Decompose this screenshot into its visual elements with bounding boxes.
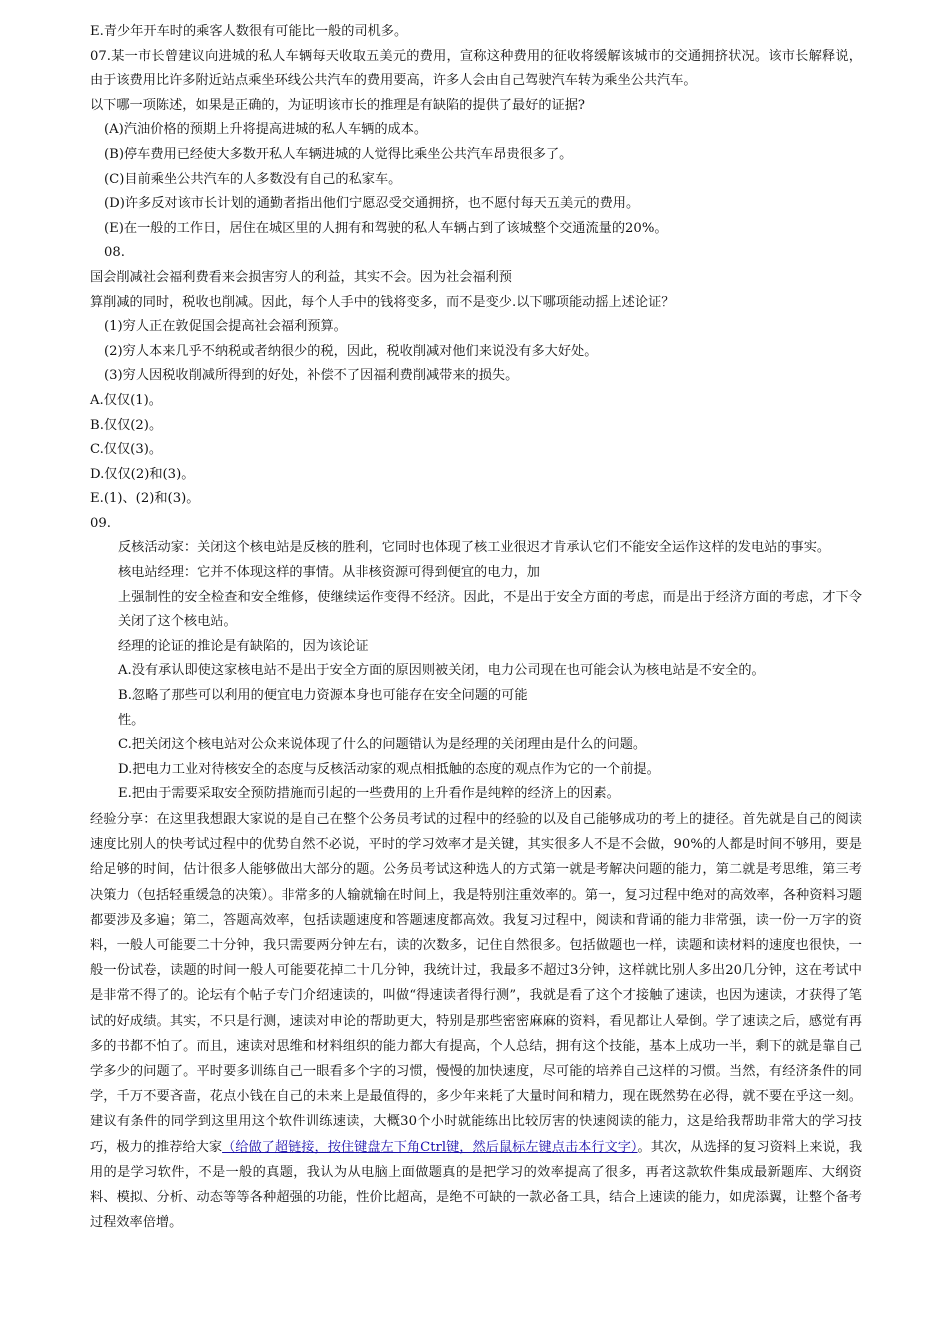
q09-manager-line-2: 上强制性的安全检查和安全维修，使继续运作变得不经济。因此，不是出于安全方面的考虑，而是出于经济方面的考虑，才下令关闭了这个核电站。 — [118, 589, 862, 630]
q07-option-d: (D)许多反对该市长计划的通勤者指出他们宁愿忍受交通拥挤，也不愿付每天五美元的费用。 — [104, 196, 640, 212]
q07-option-b: (B)停车费用已经使大多数开私人车辆进城的人觉得比乘坐公共汽车昂贵很多了。 — [104, 146, 573, 162]
question-08 — [90, 241, 862, 512]
q08-statement-3: (3)穷人因税收削减所得到的好处，补偿不了因福利费削减带来的损失。 — [104, 368, 519, 384]
q09-activist-statement — [90, 536, 862, 561]
question-07 — [90, 45, 862, 242]
experience-sharing-paragraph — [90, 807, 862, 1235]
q08-statement-1: (1)穷人正在敦促国会提高社会福利预算。 — [104, 319, 347, 335]
q08-option-a: A.仅仅(1)。 — [90, 392, 162, 408]
q08-stem-line-1: 国会削减社会福利费看来会损害穷人的利益，其实不会。因为社会福利预 — [90, 269, 512, 285]
q08-option-d: D.仅仅(2)和(3)。 — [90, 466, 195, 482]
q07-option-a: (A)汽油价格的预期上升将提高进城的私人车辆的成本。 — [104, 122, 428, 138]
q07-question: 以下哪一项陈述，如果是正确的，为证明该市长的推理是有缺陷的提供了最好的证据? — [90, 97, 586, 113]
q09-option-c: C.把关闭这个核电站对公众来说体现了什么的问题错认为是经理的关闭理由是什么的问题。 — [118, 737, 647, 753]
document-page — [90, 20, 862, 1235]
q07-option-c: (C)目前乘坐公共汽车的人多数没有自己的私家车。 — [104, 171, 402, 187]
q08-number: 08. — [104, 245, 125, 261]
q07-stem: 07.某一市长曾建议向进城的私人车辆每天收取五美元的费用，宣称这种费用的征收将缓解该城市的交通拥挤状况。该市长解释说，由于该费用比许多附近站点乘坐环线公共汽车的费用要高，许多人会由自己驾驶汽车转为乘坐公共汽车。 — [90, 48, 862, 89]
q09-question: 经理的论证的推论是有缺陷的，因为该论证 — [118, 638, 369, 654]
q09-number: 09. — [90, 515, 111, 531]
q08-stem-line-2: 算削减的同时，税收也削减。因此，每个人手中的钱将变多，而不是变少.以下哪项能动摇上述论证？ — [90, 294, 675, 310]
q08-option-b: B.仅仅(2)。 — [90, 417, 163, 433]
q09-option-d: D.把电力工业对待核安全的态度与反核活动家的观点相抵触的态度的观点作为它的一个前提。 — [118, 761, 660, 777]
q09-activist-text: 反核活动家：关闭这个核电站是反核的胜利，它同时也体现了核工业很迟才肯承认它们不能安全运作这样的发电站的事实。 — [118, 540, 831, 556]
q09-option-a: A.没有承认即使这家核电站不是出于安全方面的原因则被关闭，电力公司现在也可能会认为核电站是不安全的。 — [118, 663, 765, 679]
experience-text: 经验分享：在这里我想跟大家说的是自己在整个公务员考试的过程中的经验的以及自己能够成功的考上的捷径。首先就是自己的阅读速度比别人的快考试过程中的优势自然不必说，平时的学习效率才是关键，其实很多人不是不会做，90%的人都是时间不够用，要是给足够的时间，估计很多人能够做出大部分的题。公务员考试这种选人的方式第一就是考解决问题的能力，第二就是考思维，第三考决策力（包括轻重缓急的决策）。非常多的人输就输在时间上，我是特别注重效率的。第一，复习过程中绝对的高效率，各种资料习题都要涉及多遍；第二，答题高效率，包括读题速度和答题速度都高效。我复习过程中，阅读和背诵的能力非常强，读一份一万字的资料，一般人可能要二十分钟，我只需要两分钟左右，读的次数多，记住自然很多。包括做题也一样，读题和读材料的速度也很快，一般一份试卷，读题的时间一般人可能要花掉二十几分钟，我统计过，我最多不超过3分钟，这样就比别人多出20几分钟，这在考试中是非常不得了的。论坛有个帖子专门介绍速读的，叫做“得速读者得行测”，我就是看了这个才接触了速读，也因为速读，才获得了笔试的好成绩。其实，不只是行测，速读对申论的帮助更大，特别是那些密密麻麻的资料，看见都让人晕倒。学了速读之后，感觉有再多的书都不怕了。而且，速读对思维和材料组织的能力都大有提高，个人总结，拥有这个技能，基本上成功一半，剩下的就是靠自己学多少的问题了。平时要多训练自己一眼看多个字的习惯，慢慢的加快速度，尽可能的培养自己这样的习惯。当然，有经济条件的同学，千万不要吝啬，花点小钱在自己的未来上是最值得的，多少年来耗了大量时间和精力，现在既然势在必得，就不要在乎这一刻。建议有条件的同学到这里用这个软件训练速读，大概30个小时就能练出比较厉害的快速阅读的能力，这是给我帮助非常大的学习技巧，极力的推荐给大家 — [90, 812, 862, 1155]
q06-option-e: E.青少年开车时的乘客人数很有可能比一般的司机多。 — [90, 24, 408, 39]
q09-option-b-line-1: B.忽略了那些可以利用的便宜电力资源本身也可能存在安全问题的可能 — [118, 688, 528, 704]
q08-option-c: C.仅仅(3)。 — [90, 442, 163, 458]
experience-text-continued: 。其次，从选择的复习资料上来说，我用的是学习软件，不是一般的真题，我认为从电脑上面做题真的是把学习的效率提高了很多，再者这款软件集成最新题库、大纲资料、模拟、分析、动态等等各种超强的功能，性价比超高，是绝不可缺的一款必备工具，结合上速读的能力，如虎添翼，让整个备考过程效率倍增。 — [90, 1139, 863, 1231]
q08-option-e: E.(1)、(2)和(3)。 — [90, 491, 200, 507]
q08-statement-2: (2)穷人本来几乎不纳税或者纳很少的税，因此，税收削减对他们来说没有多大好处。 — [104, 343, 598, 359]
q09-option-b-line-2: 性。 — [118, 712, 145, 728]
q09-manager-line-1: 核电站经理：它并不体现这样的事情。从非核资源可得到便宜的电力，加 — [118, 565, 540, 581]
q09-option-e: E.把由于需要采取安全预防措施而引起的一些费用的上升看作是纯粹的经济上的因素。 — [118, 786, 620, 802]
q07-option-e: (E)在一般的工作日，居住在城区里的人拥有和驾驶的私人车辆占到了该城整个交通流量的20%。 — [104, 220, 668, 236]
question-09 — [90, 512, 862, 807]
software-hyperlink[interactable]: （给做了超链接，按住键盘左下角Ctrl键，然后鼠标左键点击本行文字） — [222, 1139, 638, 1155]
